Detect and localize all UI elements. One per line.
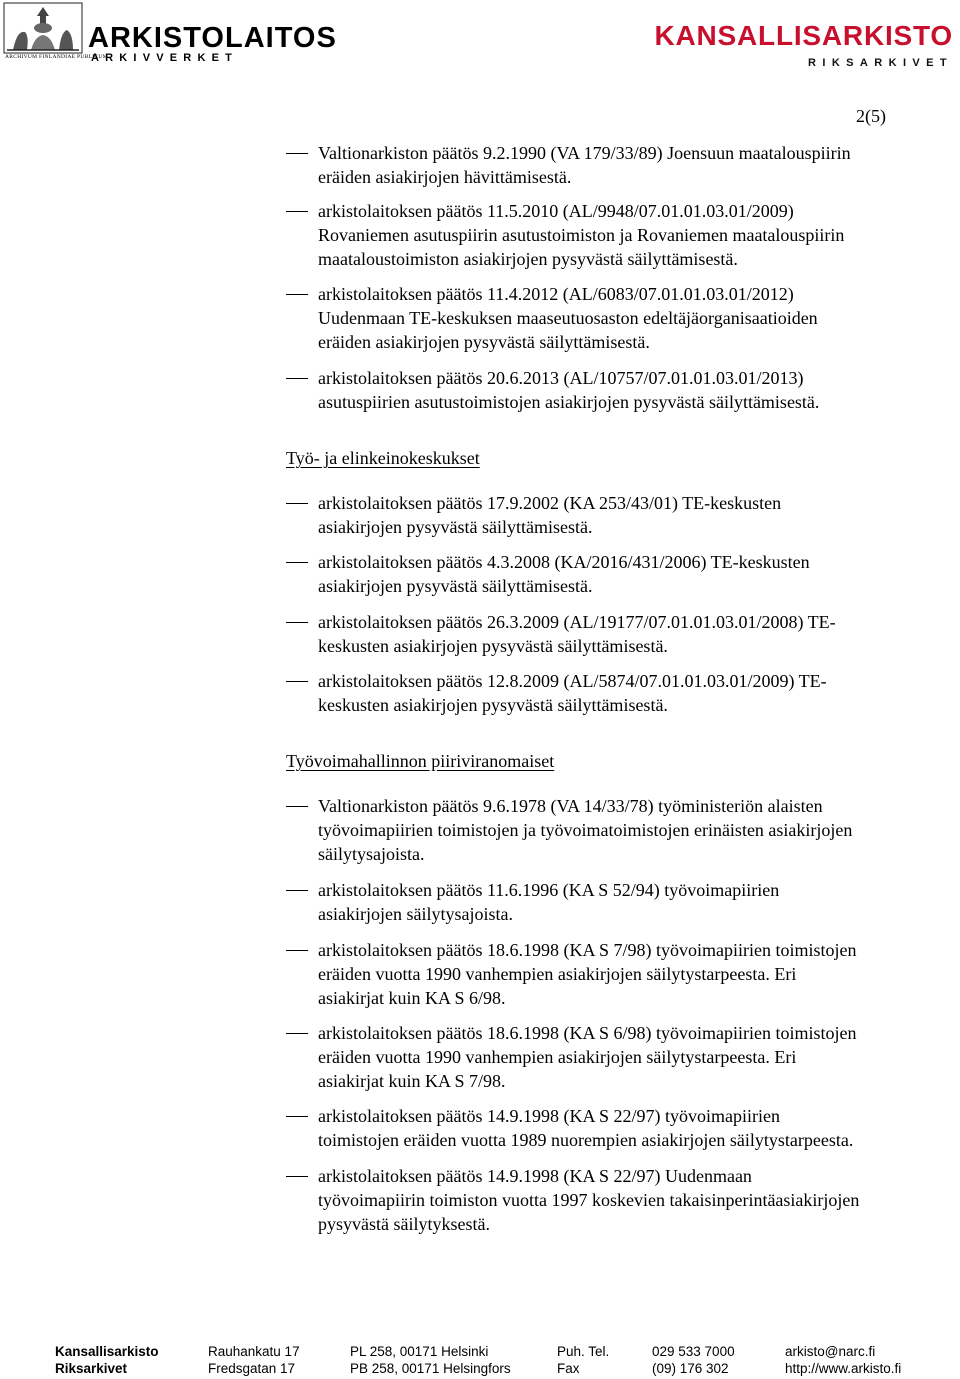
dash-bullet-icon: [286, 950, 308, 951]
list-item-line: eräiden asiakirjojen hävittämisestä.: [318, 167, 572, 187]
list-item: [318, 550, 948, 598]
dash-bullet-icon: [286, 622, 308, 623]
list-item: [318, 794, 948, 866]
dash-bullet-icon: [286, 153, 308, 154]
list-item-line: Valtionarkiston päätös 9.2.1990 (VA 179/33/89) Joensuun maatalouspiirin: [318, 143, 851, 163]
footer-street-address: Fredsgatan 17: [208, 1361, 296, 1376]
list-item: [318, 610, 948, 658]
list-item: [318, 491, 948, 539]
kansallisarkisto-logo: [654, 22, 953, 69]
dash-bullet-icon: [286, 806, 308, 807]
list-item: [318, 878, 948, 926]
list-item-line: toimistojen eräiden vuotta 1989 nuorempien asiakirjojen säilytystarpeesta.: [318, 1130, 854, 1150]
dash-bullet-icon: [286, 1116, 308, 1117]
list-item-line: eräiden vuotta 1990 vanhempien asiakirjojen säilytystarpeesta. Eri: [318, 1047, 797, 1067]
list-item-line: säilytysajoista.: [318, 844, 425, 864]
list-item-line: arkistolaitoksen päätös 20.6.2013 (AL/10757/07.01.01.03.01/2013): [318, 368, 804, 388]
list-item-line: asiakirjat kuin KA S 7/98.: [318, 1071, 506, 1091]
logo-motto: ARCHIVUM FINLANDIAE PUBLICUM: [5, 54, 108, 60]
list-item-line: arkistolaitoksen päätös 11.6.1996 (KA S 52/94) työvoimapiirien: [318, 880, 780, 900]
dash-bullet-icon: [286, 294, 308, 295]
list-item-line: keskusten asiakirjojen pysyvästä säilyttämisestä.: [318, 695, 668, 715]
list-item-line: arkistolaitoksen päätös 12.8.2009 (AL/5874/07.01.01.03.01/2009) TE-: [318, 671, 827, 691]
list-item-line: arkistolaitoksen päätös 11.5.2010 (AL/9948/07.01.01.03.01/2009): [318, 201, 794, 221]
arkistolaitos-logo: [3, 2, 337, 66]
footer-org-name: Kansallisarkisto: [55, 1344, 159, 1359]
list-item-line: arkistolaitoksen päätös 14.9.1998 (KA S 22/97) työvoimapiirien: [318, 1106, 780, 1126]
section-heading-tyovoimahallinto: Työvoimahallinnon piiriviranomaiset: [286, 751, 555, 771]
page-footer: [55, 1343, 915, 1377]
list-item-line: arkistolaitoksen päätös 18.6.1998 (KA S 6/98) työvoimapiirien toimistojen: [318, 1023, 857, 1043]
list-item: [318, 366, 948, 414]
footer-row: [55, 1343, 915, 1360]
dash-bullet-icon: [286, 1176, 308, 1177]
dash-bullet-icon: [286, 378, 308, 379]
list-item-line: keskusten asiakirjojen pysyvästä säilyttämisestä.: [318, 636, 668, 656]
list-item-line: arkistolaitoksen päätös 18.6.1998 (KA S 7/98) työvoimapiirien toimistojen: [318, 940, 857, 960]
list-item: [318, 199, 948, 271]
list-item-line: asiakirjat kuin KA S 6/98.: [318, 988, 506, 1008]
archive-emblem-icon: [3, 2, 83, 62]
list-item-line: pysyvästä säilytyksestä.: [318, 1214, 490, 1234]
list-item-line: arkistolaitoksen päätös 26.3.2009 (AL/19177/07.01.01.03.01/2008) TE-: [318, 612, 836, 632]
list-item-line: Valtionarkiston päätös 9.6.1978 (VA 14/33/78) työministeriön alaisten: [318, 796, 823, 816]
list-item: [318, 1104, 948, 1152]
footer-fax-label: Fax: [557, 1361, 580, 1376]
list-item-line: asiakirjojen pysyvästä säilyttämisestä.: [318, 576, 593, 596]
list-item: [318, 1164, 948, 1236]
list-item: [318, 282, 948, 354]
list-item-line: työvoimapiirien toimistojen ja työvoimatoimistojen erinäisten asiakirjojen: [318, 820, 853, 840]
list-item-line: asutuspiirien asutustoimistojen asiakirjojen pysyvästä säilyttämisestä.: [318, 392, 820, 412]
list-item-line: asiakirjojen pysyvästä säilyttämisestä.: [318, 517, 593, 537]
list-item-line: Rovaniemen asutuspiirin asutustoimiston ja Rovaniemen maatalouspiirin: [318, 225, 845, 245]
section-heading-te-keskukset: Työ- ja elinkeinokeskukset: [286, 448, 480, 468]
kansallisarkisto-wordmark: KANSALLISARKISTO: [654, 20, 953, 51]
list-item-line: eräiden asiakirjojen pysyvästä säilyttämisestä.: [318, 332, 650, 352]
list-item-line: työvoimapiirin toimiston vuotta 1997 koskevien takaisinperintäasiakirjojen: [318, 1190, 860, 1210]
list-item-line: maataloustoimiston asiakirjojen pysyvästä säilyttämisestä.: [318, 249, 738, 269]
footer-phone-label: Puh. Tel.: [557, 1344, 610, 1359]
list-item-line: arkistolaitoksen päätös 17.9.2002 (KA 253/43/01) TE-keskusten: [318, 493, 782, 513]
dash-bullet-icon: [286, 890, 308, 891]
arkistolaitos-wordmark: ARKISTOLAITOS: [88, 22, 337, 54]
dash-bullet-icon: [286, 211, 308, 212]
footer-postal-address: PL 258, 00171 Helsinki: [350, 1344, 489, 1359]
list-item-line: eräiden vuotta 1990 vanhempien asiakirjojen säilytystarpeesta. Eri: [318, 964, 797, 984]
footer-phone-number: 029 533 7000: [652, 1344, 735, 1359]
footer-postal-address: PB 258, 00171 Helsingfors: [350, 1361, 511, 1376]
dash-bullet-icon: [286, 681, 308, 682]
list-item-line: arkistolaitoksen päätös 4.3.2008 (KA/2016/431/2006) TE-keskusten: [318, 552, 810, 572]
footer-fax-number: (09) 176 302: [652, 1361, 729, 1376]
list-item-line: Uudenmaan TE-keskuksen maaseutuosaston edeltäjäorganisaatioiden: [318, 308, 818, 328]
arkivverket-wordmark: ARKIVVERKET: [91, 52, 239, 64]
page-number: 2(5): [856, 106, 886, 126]
riksarkivet-wordmark: RIKSARKIVET: [808, 57, 953, 69]
list-item: [318, 938, 948, 1010]
dash-bullet-icon: [286, 503, 308, 504]
list-item: [318, 1021, 948, 1093]
list-item-line: asiakirjojen säilytysajoista.: [318, 904, 513, 924]
list-item: [318, 669, 948, 717]
footer-street-address: Rauhankatu 17: [208, 1344, 300, 1359]
footer-row: [55, 1360, 915, 1377]
footer-website-link[interactable]: http://www.arkisto.fi: [785, 1361, 902, 1376]
footer-email-link[interactable]: arkisto@narc.fi: [785, 1344, 876, 1359]
dash-bullet-icon: [286, 1033, 308, 1034]
footer-org-name: Riksarkivet: [55, 1361, 128, 1376]
list-item: [318, 141, 948, 189]
dash-bullet-icon: [286, 562, 308, 563]
list-item-line: arkistolaitoksen päätös 11.4.2012 (AL/6083/07.01.01.03.01/2012): [318, 284, 794, 304]
list-item-line: arkistolaitoksen päätös 14.9.1998 (KA S 22/97) Uudenmaan: [318, 1166, 752, 1186]
